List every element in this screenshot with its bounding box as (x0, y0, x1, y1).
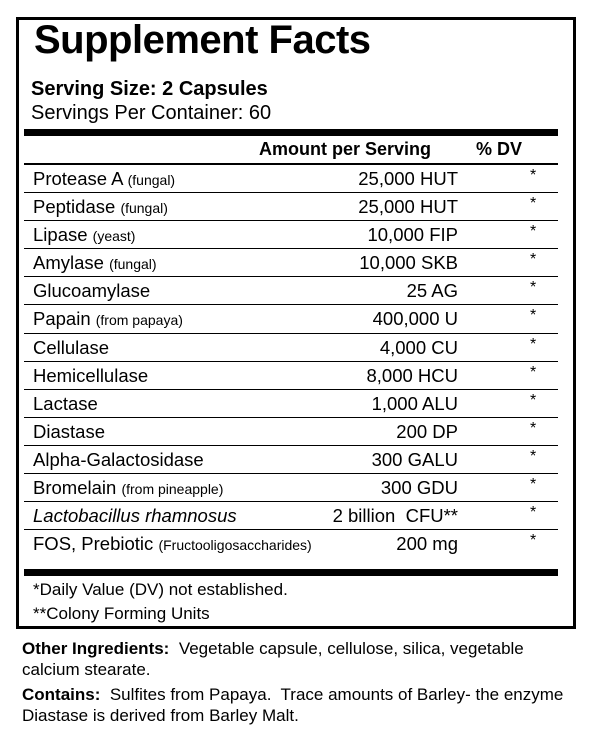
ingredient-amount: 2 billion CFU** (332, 505, 458, 527)
ingredient-name: Alpha-Galactosidase (33, 448, 204, 470)
ingredient-amount: 300 GALU (371, 448, 458, 470)
ingredient-dv: * (530, 391, 537, 409)
header-amount: Amount per Serving (259, 139, 432, 159)
ingredient-amount: 25 AG (406, 280, 458, 302)
ingredient-name: Peptidase (fungal) (33, 196, 168, 218)
other-ingredients-text: Vegetable capsule, cellulose, silica, vegetable calcium stearate. (22, 639, 524, 679)
ingredient-amount: 200 mg (396, 533, 458, 555)
table-row (24, 418, 558, 446)
ingredient-name: Cellulase (33, 336, 110, 358)
table-row (24, 334, 558, 362)
ingredient-dv: * (530, 167, 537, 184)
footnote-dv: *Daily Value (DV) not established. (33, 580, 288, 599)
table-row (24, 165, 558, 193)
ingredient-name: Lipase (yeast) (33, 224, 136, 246)
ingredient-name: Lactobacillus rhamnosus (33, 505, 237, 527)
ingredient-dv: * (530, 223, 537, 241)
ingredient-amount: 300 GDU (380, 477, 458, 499)
thick-divider-top (24, 129, 558, 136)
ingredient-dv: * (530, 251, 537, 269)
table-row (24, 390, 558, 418)
ingredient-name: Papain (from papaya) (33, 308, 183, 330)
table-row (24, 277, 558, 305)
ingredient-amount: 10,000 SKB (359, 252, 458, 274)
ingredient-dv: * (530, 335, 537, 353)
table-row (24, 446, 558, 474)
ingredient-amount: 4,000 CU (379, 336, 458, 358)
table-row (24, 305, 558, 333)
ingredient-dv: * (530, 476, 537, 494)
other-ingredients-label: Other Ingredients: (22, 639, 170, 658)
ingredient-name: Hemicellulase (33, 364, 149, 386)
ingredient-name: Amylase (fungal) (33, 252, 157, 274)
ingredient-amount: 10,000 FIP (367, 224, 458, 246)
table-row (24, 249, 558, 277)
table-row (24, 362, 558, 390)
ingredient-amount: 25,000 HUT (358, 168, 458, 189)
ingredient-amount: 8,000 HCU (366, 364, 458, 386)
ingredient-amount: 25,000 HUT (358, 196, 458, 218)
contains-statement (22, 684, 582, 726)
ingredient-name: Protease A (fungal) (33, 168, 176, 189)
table-row (24, 502, 558, 530)
ingredient-amount: 400,000 U (372, 308, 458, 330)
ingredient-dv: * (530, 279, 537, 297)
ingredient-dv: * (530, 447, 537, 465)
ingredient-dv: * (530, 532, 537, 550)
contains-label: Contains: (22, 685, 101, 704)
ingredient-dv: * (530, 363, 537, 381)
ingredient-name: Lactase (33, 392, 98, 414)
contains-text: Sulfites from Papaya. Trace amounts of Barley- the enzyme Diastase is derived from Barley Malt. (22, 685, 569, 725)
other-ingredients (22, 638, 582, 680)
ingredient-dv: * (530, 195, 537, 213)
ingredient-dv: * (530, 419, 537, 437)
ingredient-amount: 200 DP (396, 420, 458, 442)
thick-divider-bottom (24, 569, 558, 576)
table-row (24, 530, 558, 558)
table-row (24, 193, 558, 221)
ingredient-amount: 1,000 ALU (371, 392, 458, 414)
ingredient-name: Bromelain (from pineapple) (33, 477, 224, 499)
nutrient-table (24, 165, 558, 558)
table-row (24, 221, 558, 249)
panel-title: Supplement Facts (34, 18, 371, 62)
table-row (24, 474, 558, 502)
ingredient-dv: * (530, 504, 537, 522)
ingredient-name: Diastase (33, 420, 105, 442)
serving-size: Serving Size: 2 Capsules (31, 78, 268, 100)
servings-per-container: Servings Per Container: 60 (31, 102, 272, 124)
ingredient-dv: * (530, 307, 537, 325)
ingredient-name: Glucoamylase (33, 280, 151, 302)
ingredient-name: FOS, Prebiotic (Fructooligosaccharides) (33, 533, 312, 555)
header-dv: % DV (476, 139, 523, 159)
footnote-cfu: **Colony Forming Units (33, 604, 210, 623)
